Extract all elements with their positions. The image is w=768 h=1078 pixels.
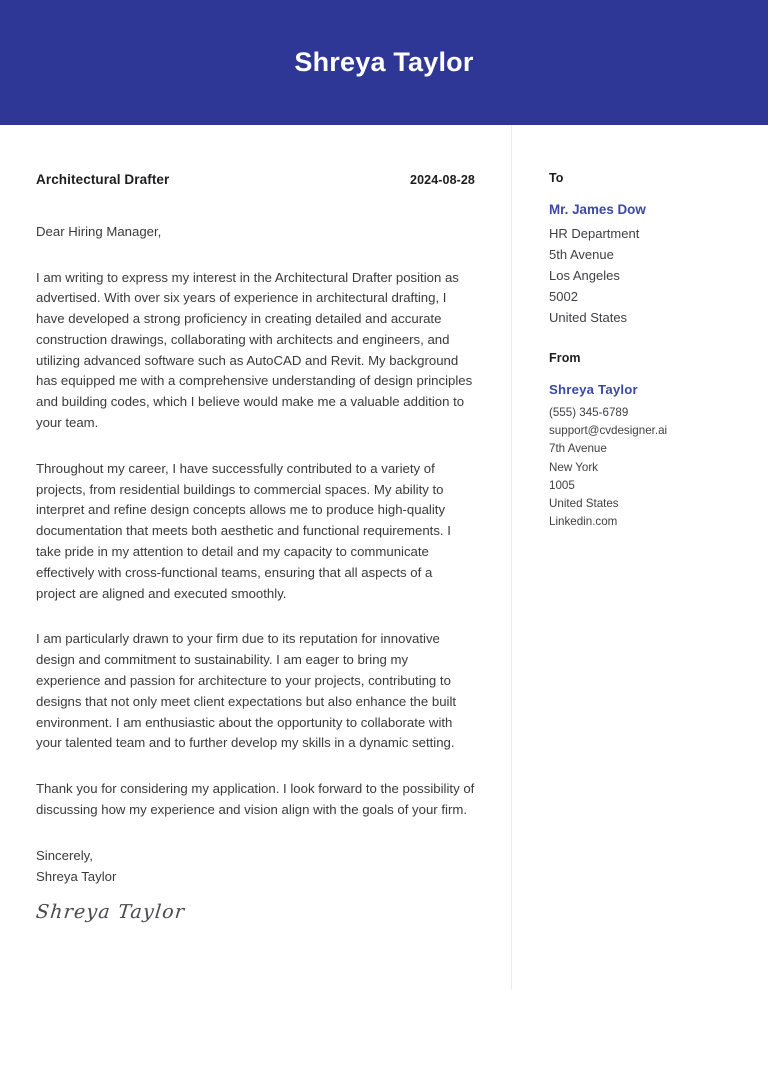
- letter-header-banner: [0, 0, 768, 125]
- letter-meta-row: [36, 172, 475, 187]
- letter-paragraph-2: Throughout my career, I have successfully contributed to a variety of projects, from residential buildings to commercial spaces. My ability to interpret and refine design concepts allows me to produce high-quality documentation that meets both aesthetic and functional requirements. I take pride in my attention to detail and my capacity to communicate effectively with cross-functional teams, ensuring that all aspects of a project are aligned and executed smoothly.: [36, 460, 451, 601]
- letter-closing: [36, 846, 475, 888]
- sender-block: [549, 351, 744, 531]
- sender-street: 7th Avenue: [549, 442, 607, 456]
- recipient-line: Los Angeles: [549, 268, 620, 283]
- sender-city: New York: [549, 460, 598, 474]
- recipient-line: United States: [549, 310, 628, 325]
- letter-side-column: [512, 125, 768, 554]
- to-label: To: [549, 171, 564, 185]
- recipient-line: HR Department: [549, 226, 640, 241]
- letter-paragraph-3: I am particularly drawn to your firm due to its reputation for innovative design and commitment to sustainability. I am eager to bring my experience and passion for architecture to your projects, contributing to designs that not only meet client expectations but also enhance the built environment. I am enthusiastic about the opportunity to collaborate with your talented team and to further develop my skills in a dynamic setting.: [36, 631, 457, 751]
- sender-postcode: 1005: [549, 478, 575, 492]
- recipient-line: 5th Avenue: [549, 247, 614, 262]
- sender-linkedin: Linkedin.com: [549, 515, 618, 529]
- sender-phone: (555) 345-6789: [549, 406, 629, 419]
- salutation: Dear Hiring Manager,: [36, 224, 162, 239]
- recipient-block: [549, 171, 744, 328]
- closing-word: Sincerely,: [36, 847, 93, 863]
- letter-date: 2024-08-28: [410, 173, 475, 187]
- letter-paragraph-4: Thank you for considering my application. I look forward to the possibility of discussing how my experience and vision align with the goals of your firm.: [36, 781, 475, 818]
- from-label: From: [549, 351, 581, 365]
- page-title: Shreya Taylor: [294, 46, 474, 77]
- sender-name: Shreya Taylor: [549, 382, 638, 397]
- letter-main-column: [0, 125, 511, 924]
- recipient-line: 5002: [549, 289, 578, 304]
- sender-email: support@cvdesigner.ai: [549, 424, 668, 438]
- letter-paragraph-1: I am writing to express my interest in the Architectural Drafter position as advertised. With over six years of experience in architectural drafting, I have developed a strong proficiency in creating detailed and accurate construction drawings, collaborating with architects and engineers, and utilizing advanced software such as AutoCAD and Revit. My background has equipped me with a comprehensive understanding of design principles and building codes, which I believe would make me a valuable addition to your team.: [36, 269, 473, 431]
- letter-body-area: [0, 125, 768, 990]
- closing-name: Shreya Taylor: [36, 868, 117, 884]
- signature-image: Shreya Taylor: [34, 901, 187, 924]
- sender-country: United States: [549, 497, 619, 511]
- recipient-name: Mr. James Dow: [549, 202, 646, 217]
- job-title: Architectural Drafter: [36, 172, 170, 187]
